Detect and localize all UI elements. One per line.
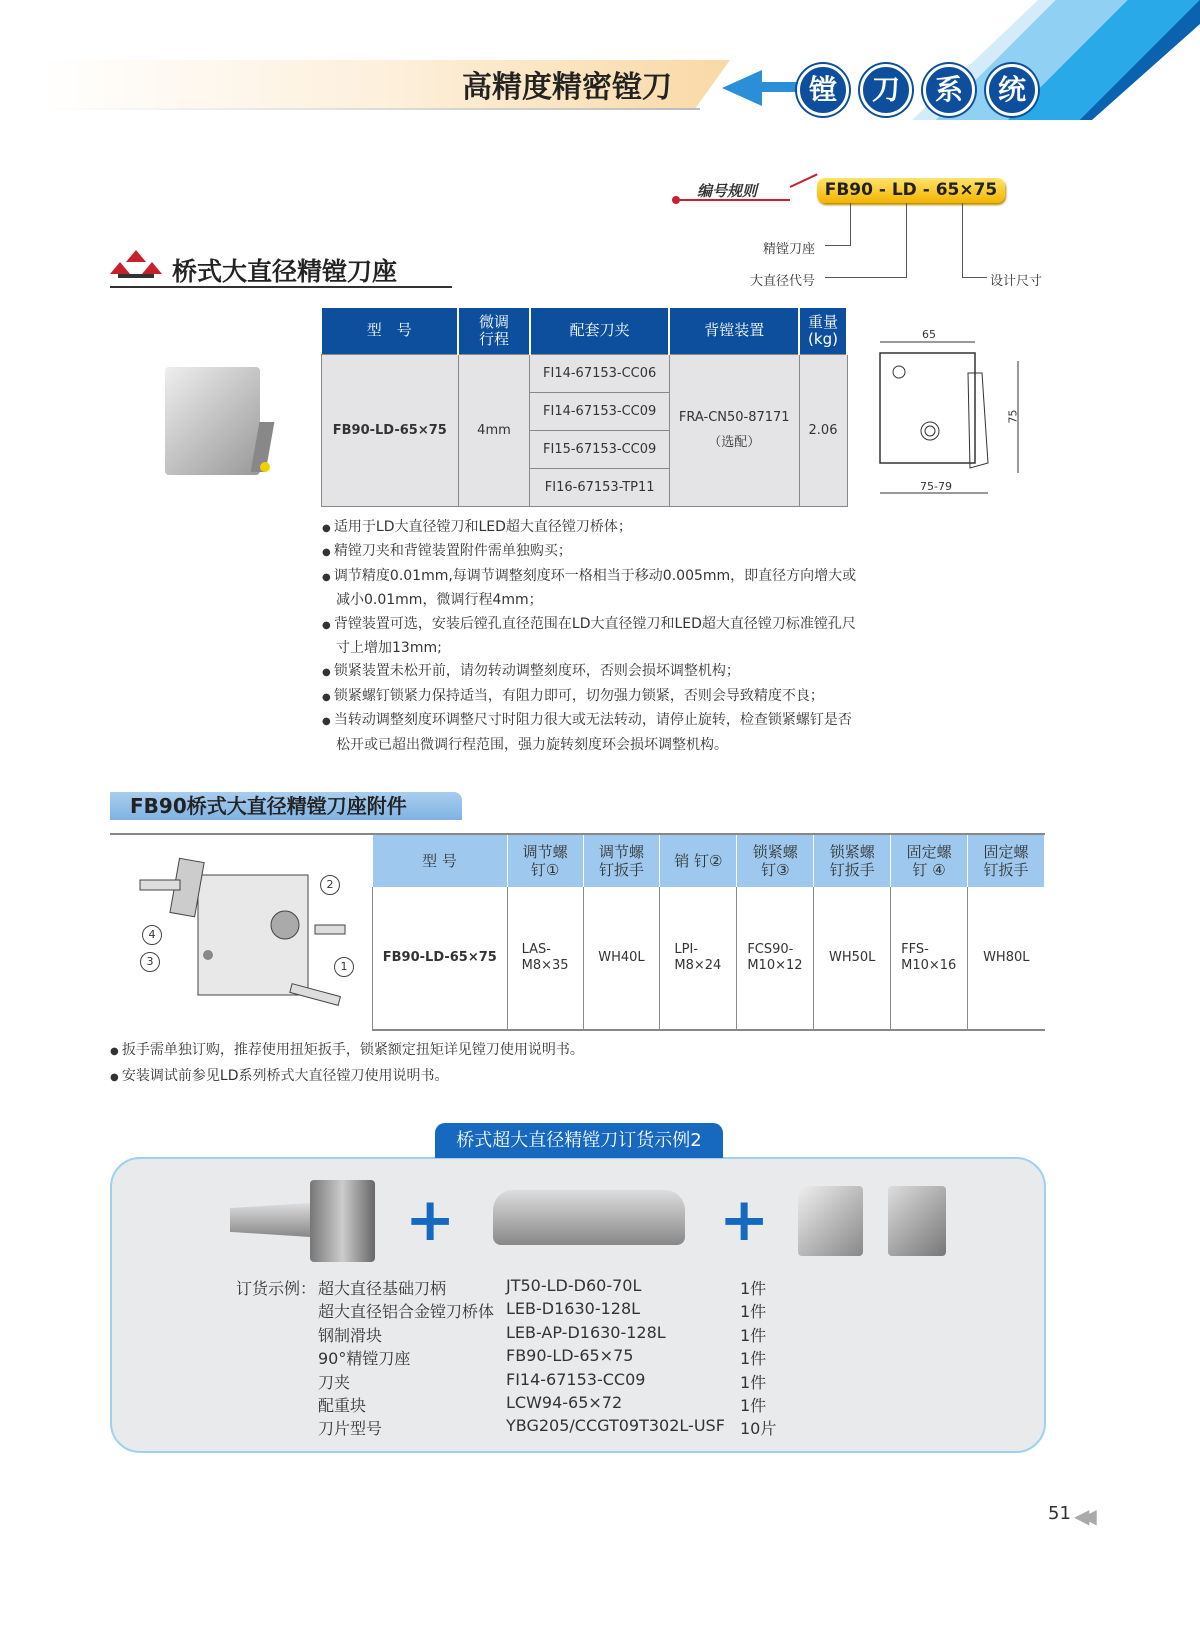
- order-example-tab: 桥式超大直径精镗刀订货示例2: [435, 1123, 723, 1158]
- rule-part: 精镗刀座: [763, 242, 816, 257]
- note: ● 背镗装置可选，安装后镗孔直径范围在LD大直径镗刀和LED超大直径镗刀标准镗孔尺寸上增加13mm;: [322, 613, 862, 661]
- dimension-drawing: [870, 328, 1040, 498]
- holder-cell: FI15-67153-CC09: [530, 430, 670, 468]
- order-item: [318, 1299, 767, 1322]
- accessory-table: [372, 835, 1045, 1031]
- double-arrow-left-icon: ◀◀: [1074, 1504, 1089, 1528]
- assembly-image: [130, 855, 360, 1030]
- counterweight-image: [888, 1186, 946, 1256]
- callout-2: 2: [320, 875, 340, 895]
- numbering-code: FB90 - LD - 65×75: [817, 178, 1005, 203]
- model-cell: FB90-LD-65×75: [322, 354, 459, 506]
- note: ● 调节精度0.01mm,每调节调整刻度环一格相当于移动0.005mm，即直径方向增大或减小0.01mm，微调行程4mm；: [322, 565, 862, 613]
- rule-part: 设计尺寸: [990, 274, 1043, 289]
- leader: [850, 203, 851, 246]
- dim-height: 75: [1006, 409, 1020, 424]
- callout-1: 1: [334, 957, 354, 977]
- item-qty: 1件: [740, 1325, 767, 1345]
- callout-3: 3: [140, 952, 160, 972]
- item-code: LEB-D1630-128L: [506, 1299, 641, 1319]
- page-title: 高精度精密镗刀: [462, 70, 672, 105]
- note: ● 适用于LD大直径镗刀和LED超大直径镗刀桥体；: [322, 516, 862, 540]
- col-header: 调节螺 钉①: [507, 835, 583, 887]
- dim-range: 75-79: [920, 480, 952, 493]
- item-qty: 1件: [740, 1396, 767, 1415]
- order-item: [318, 1346, 767, 1369]
- note: ● 当转动调整刻度环调整尺寸时阻力很大或无法转动，请停止旋转，检查锁紧螺钉是否松开或已超出微调行程范围，强力旋转刻度环会损坏调整机构。: [322, 709, 862, 757]
- cell: WH50L: [814, 887, 891, 1030]
- item-name: 超大直径基础刀柄: [318, 1279, 447, 1298]
- rule-line: [790, 173, 818, 187]
- plus-icon: +: [719, 1185, 770, 1255]
- cell: WH40L: [583, 887, 660, 1030]
- col-header: 配套刀夹: [530, 308, 670, 354]
- cell: WH80L: [983, 950, 1030, 965]
- col-header: 背镗装置: [669, 308, 799, 354]
- item-qty: 1件: [740, 1302, 767, 1322]
- system-char: 统: [986, 64, 1038, 116]
- item-name: 钢制滑块: [318, 1325, 383, 1345]
- header-line: [40, 108, 700, 110]
- col-header: 固定螺 钉 ④: [891, 835, 968, 887]
- item-name: 刀片型号: [318, 1419, 383, 1439]
- leader: [906, 203, 907, 278]
- notes-list: [322, 516, 862, 757]
- item-qty: 10片: [740, 1419, 777, 1439]
- col-header: 重量 (kg): [799, 308, 847, 354]
- rule-part: 大直径代号: [750, 274, 816, 289]
- note: ● 安装调试前参见LD系列桥式大直径镗刀使用说明书。: [110, 1064, 810, 1090]
- section-title-text: 桥式大直径精镗刀座: [172, 257, 398, 286]
- item-code: YBG205/CCGT09T302L-USF: [506, 1416, 725, 1436]
- back-boring-code: FRA-CN50-87171: [678, 410, 790, 425]
- order-label: 订货示例：: [236, 1279, 317, 1298]
- product-image: [160, 362, 275, 478]
- cell: FCS90- M10×12: [737, 887, 814, 1030]
- holder-cell: FI14-67153-CC09: [530, 392, 670, 430]
- system-char: 镗: [797, 64, 849, 116]
- dim-width: 65: [922, 328, 936, 341]
- item-code: FI14-67153-CC09: [506, 1369, 646, 1389]
- rule-dot: [672, 196, 680, 204]
- col-header: 微调 行程: [458, 308, 530, 354]
- accessory-notes: [110, 1038, 810, 1090]
- item-name: 90°精镗刀座: [318, 1349, 411, 1369]
- numbering-rule-label: 编号规则: [697, 182, 758, 200]
- order-item: [318, 1393, 767, 1416]
- item-code: LCW94-65×72: [506, 1393, 623, 1412]
- item-name: 配重块: [318, 1396, 367, 1415]
- arrow-bar: [760, 82, 798, 92]
- order-item: [318, 1276, 767, 1299]
- leader: [962, 277, 987, 278]
- travel-cell: 4mm: [458, 354, 530, 506]
- holder-table: [321, 308, 848, 507]
- holder-cell: FI14-67153-CC06: [530, 354, 670, 392]
- col-header: 型 号: [322, 308, 459, 354]
- system-char: 系: [923, 64, 975, 116]
- bridge-body-image: [493, 1190, 685, 1245]
- leader: [825, 277, 907, 278]
- cell: LAS- M8×35: [507, 887, 583, 1030]
- holder-image: [798, 1186, 863, 1256]
- arrow-left-icon: [722, 70, 762, 106]
- section-title: [110, 248, 398, 290]
- col-header: 锁紧螺 钉扳手: [814, 835, 891, 887]
- col-header: 固定螺 钉扳手: [968, 835, 1045, 887]
- order-item: [318, 1416, 777, 1439]
- note: ● 精镗刀夹和背镗装置附件需单独购买；: [322, 540, 862, 564]
- item-code: LEB-AP-D1630-128L: [506, 1322, 666, 1342]
- item-qty: 1件: [740, 1372, 767, 1392]
- item-code: FB90-LD-65×75: [506, 1346, 634, 1366]
- leader: [825, 245, 850, 246]
- order-item: [318, 1369, 767, 1393]
- item-code: JT50-LD-D60-70L: [506, 1276, 642, 1295]
- weight-cell: 2.06: [799, 354, 847, 506]
- col-header: 销 钉②: [660, 835, 737, 887]
- model-cell: FB90-LD-65×75: [373, 887, 508, 1030]
- cell: FFS- M10×16: [891, 887, 968, 1030]
- callout-4: 4: [142, 925, 162, 945]
- leader: [962, 203, 963, 278]
- col-header: 型 号: [373, 835, 508, 887]
- item-name: 超大直径铝合金镗刀桥体: [318, 1302, 495, 1322]
- note: ● 锁紧螺钉锁紧力保持适当，有阻力即可，切勿强力锁紧，否则会导致精度不良；: [322, 685, 862, 709]
- item-qty: 1件: [740, 1349, 767, 1369]
- page-number: 51: [1048, 1503, 1071, 1524]
- section2-title: FB90桥式大直径精镗刀座附件: [110, 792, 462, 820]
- col-header: 锁紧螺 钉③: [737, 835, 814, 887]
- section-icon: [110, 248, 162, 284]
- order-item: [318, 1322, 767, 1346]
- back-boring-note: （选配）: [708, 435, 761, 450]
- item-name: 刀夹: [318, 1372, 351, 1392]
- section-underline: [110, 286, 452, 288]
- system-char: 刀: [860, 64, 912, 116]
- col-header: 调节螺 钉扳手: [583, 835, 660, 887]
- back-boring-cell: [669, 354, 799, 506]
- note: ● 锁紧装置未松开前，请勿转动调整刻度环，否则会损坏调整机构；: [322, 660, 862, 684]
- plus-icon: +: [405, 1185, 456, 1255]
- cell: LPI- M8×24: [660, 887, 737, 1030]
- tool-shank-image: [230, 1175, 380, 1265]
- item-qty: 1件: [740, 1279, 767, 1298]
- order-list: [318, 1276, 798, 1446]
- holder-cell: FI16-67153-TP11: [530, 468, 670, 506]
- note: ● 扳手需单独订购，推荐使用扭矩扳手，锁紧额定扭矩详见镗刀使用说明书。: [110, 1038, 810, 1064]
